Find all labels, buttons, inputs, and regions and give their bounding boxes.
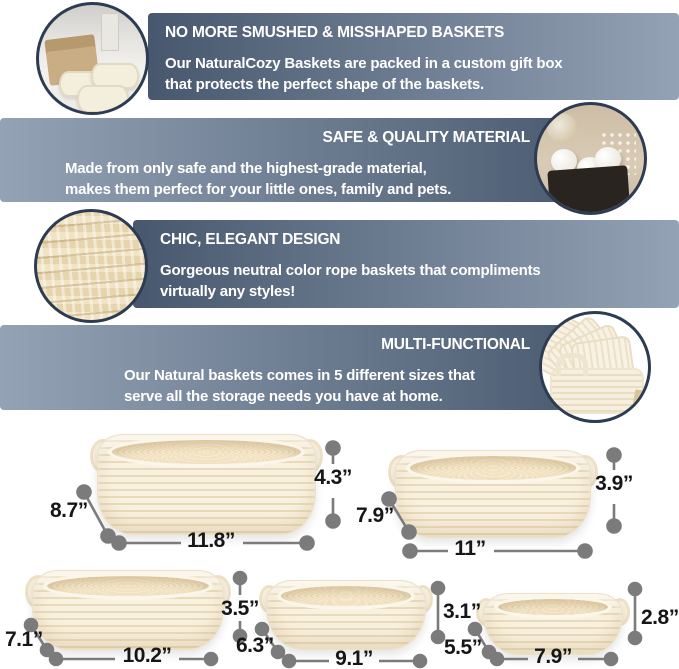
body-line: virtually any styles! [160, 283, 296, 300]
body-line: Our NaturalCozy Baskets are packed in a custom gift box [165, 55, 563, 72]
large-basket-dimension-lines [383, 449, 621, 558]
width-label: 7.9” [534, 645, 572, 668]
body-line: that protects the perfect shape of the baskets. [165, 76, 485, 93]
body-line: serve all the storage needs you have at home. [124, 388, 443, 405]
body-line: Our Natural baskets comes in 5 different sizes that [124, 367, 475, 384]
depth-label: 7.9” [356, 504, 394, 527]
depth-label: 7.1” [5, 628, 43, 651]
body-line: Gorgeous neutral color rope baskets that compliments [160, 262, 541, 279]
height-label: 3.1” [443, 600, 481, 623]
height-label: 2.8” [641, 606, 679, 629]
width-label: 11” [454, 537, 486, 560]
depth-label: 8.7” [50, 499, 88, 522]
body-line: Made from only safe and the highest-grade material, [65, 160, 427, 177]
width-label: 10.2” [122, 644, 172, 667]
feature-heading-design: CHIC, ELEGANT DESIGN [160, 231, 341, 248]
feature-heading-material: SAFE & QUALITY MATERIAL [322, 129, 530, 146]
width-label: 11.8” [187, 529, 235, 552]
body-line: makes them perfect for your little ones, family and pets. [65, 181, 452, 198]
height-label: 4.3” [314, 466, 352, 489]
feature-heading-multifunctional: MULTI-FUNCTIONAL [381, 336, 530, 353]
width-label: 9.1” [335, 647, 373, 669]
depth-label: 5.5” [444, 636, 482, 659]
depth-label: 6.3” [236, 634, 274, 657]
height-label: 3.9” [595, 472, 633, 495]
height-label: 3.5” [221, 597, 259, 620]
feature-heading-gift-box: NO MORE SMUSHED & MISSHAPED BASKETS [165, 24, 505, 41]
